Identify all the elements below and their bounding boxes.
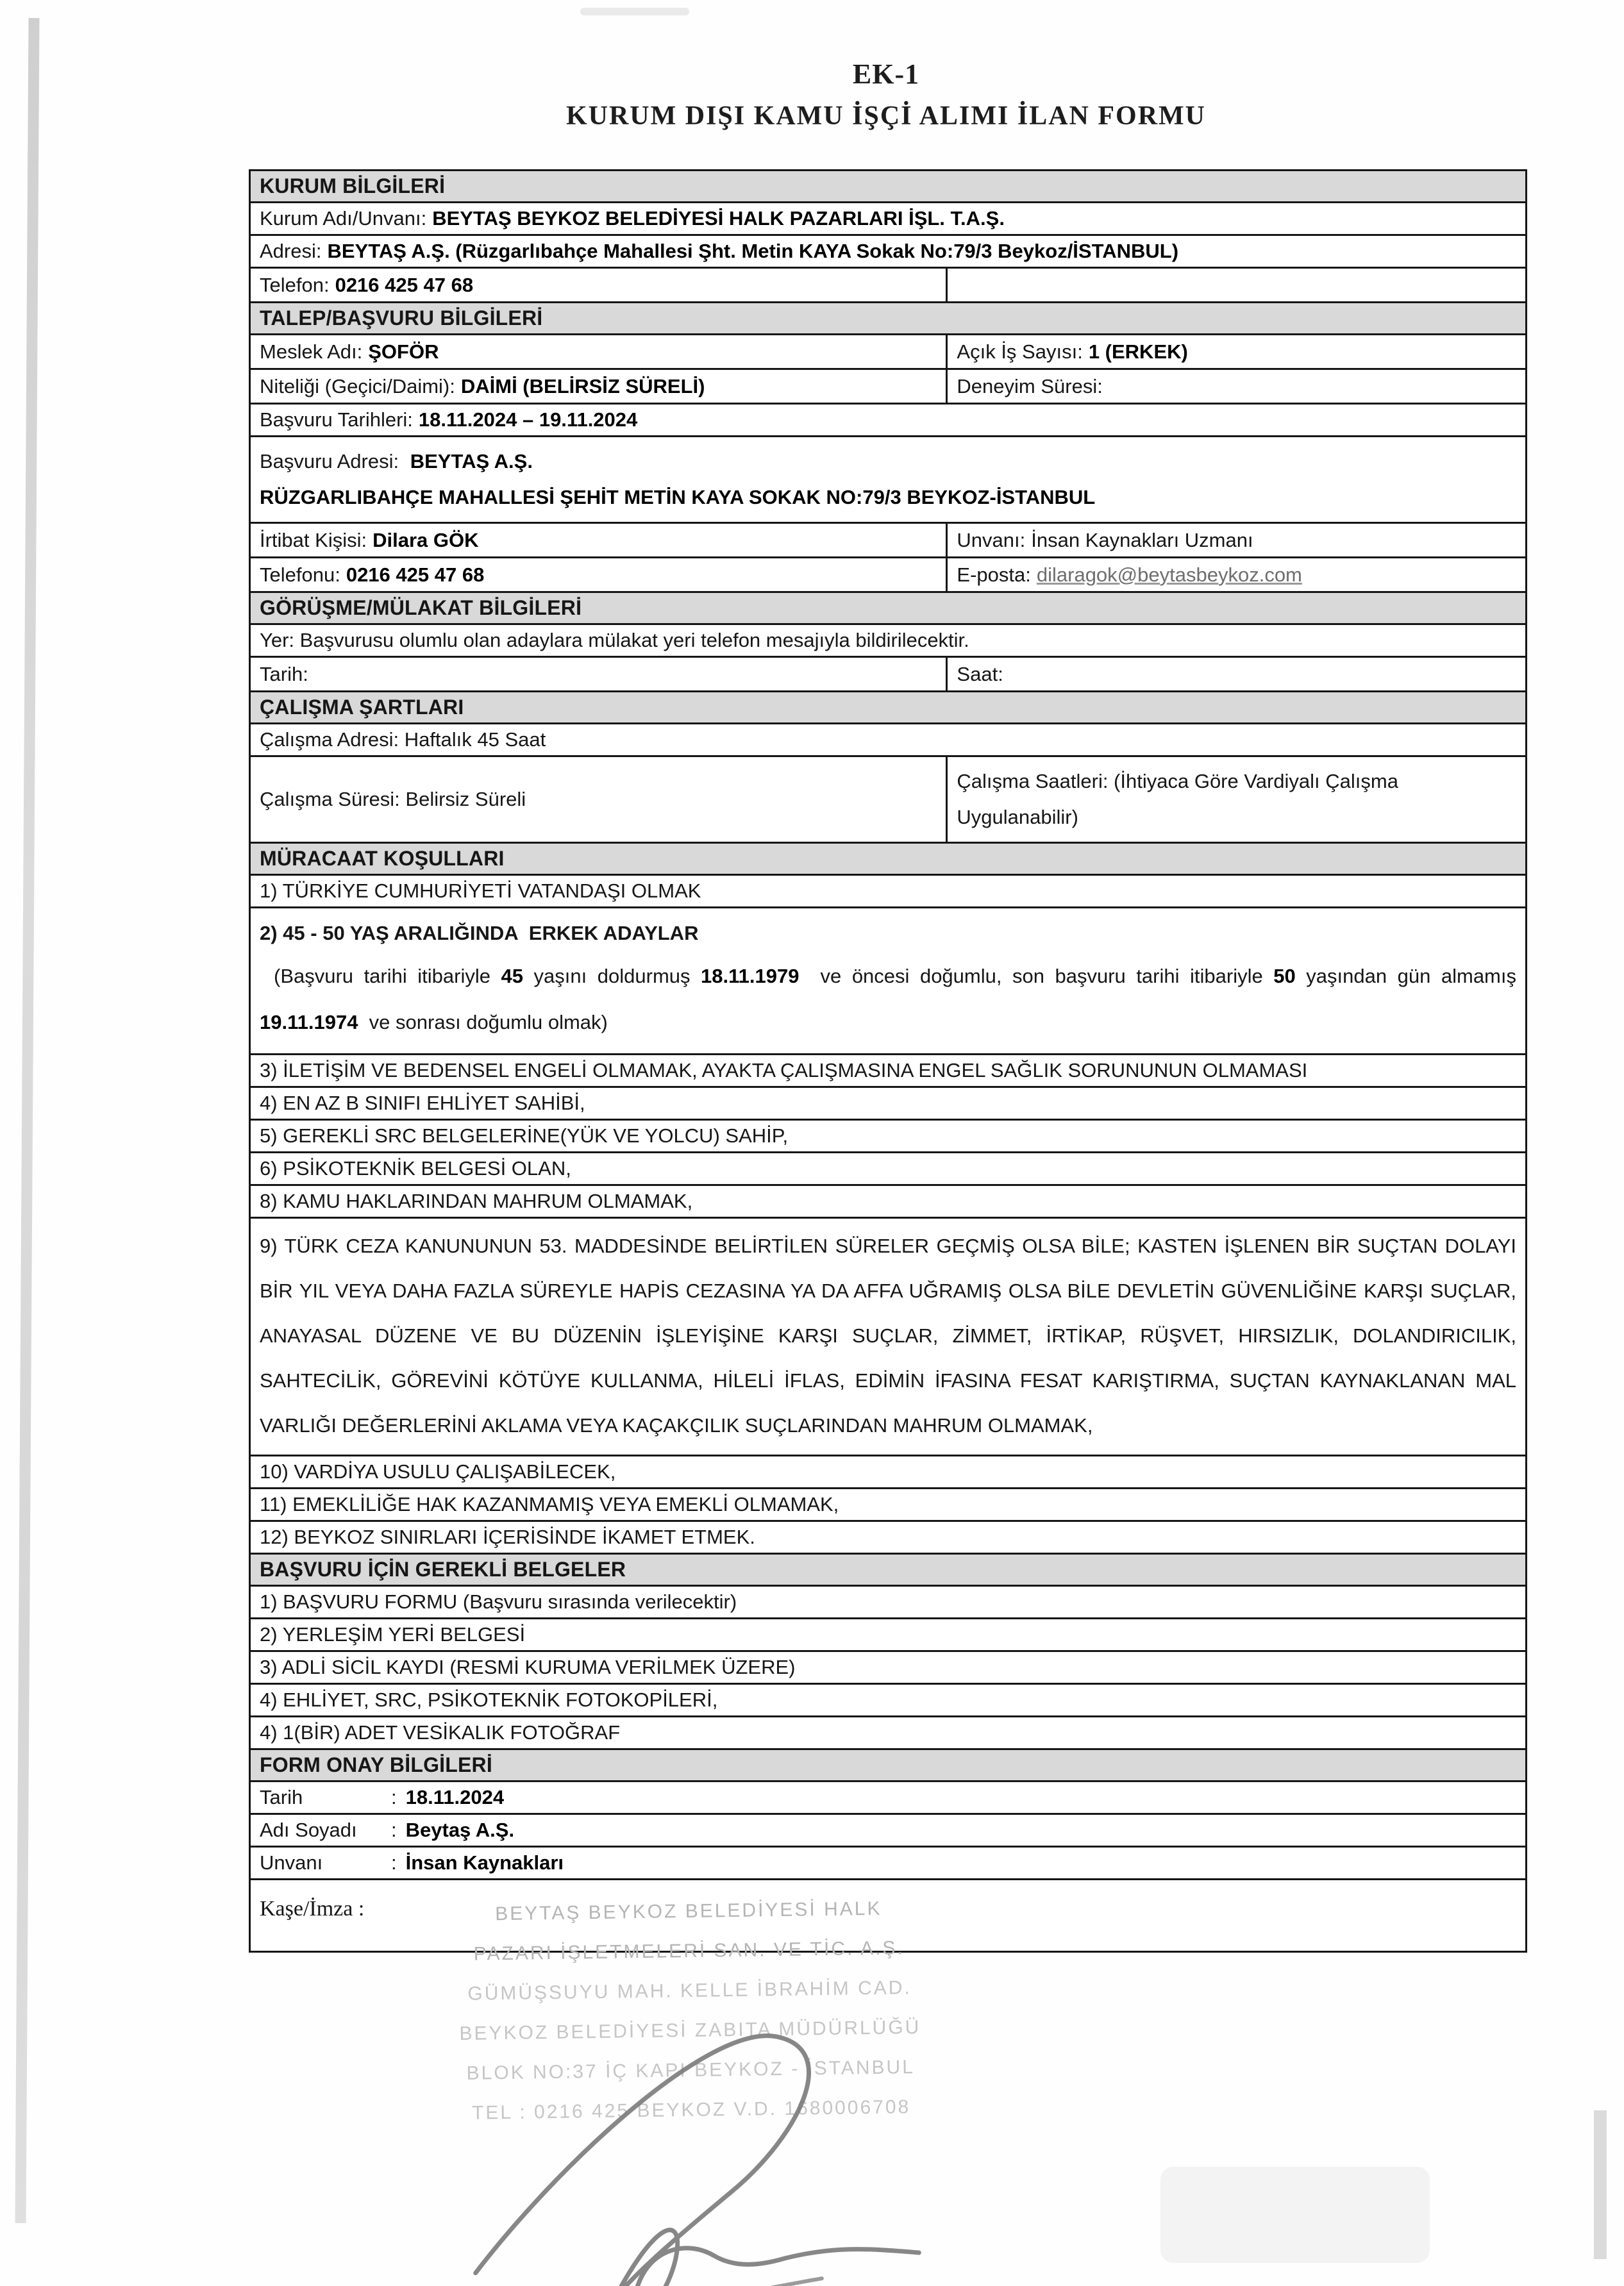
field-value: BEYTAŞ A.Ş. — [410, 450, 533, 472]
detail-segment: yaşından gün almamış — [1295, 965, 1522, 987]
section-header-kurum-bilgileri — [251, 171, 1525, 203]
field-label: Unvanı: — [957, 528, 1026, 551]
condition-item-9 — [251, 1219, 1525, 1456]
detail-segment: (Başvuru tarihi itibariyle — [274, 965, 501, 987]
field-value: 0216 425 47 68 — [335, 273, 474, 296]
item-text: 9) TÜRK CEZA KANUNUNUN 53. MADDESİNDE BELİRTİLEN SÜRELER GEÇMİŞ OLSA BİLE; KASTEN İŞLENEN BİR SUÇTAN DOLAYI BİR YIL VEYA DAHA FAZLA SÜREYLE HAPİS CEZASINA YA DA AFFA UĞRAMIŞ OLSA BİLE DEVLETİN GÜVENLİĞİNE KARŞI SUÇLAR, ANAYASAL DÜZENE VE BU DÜZENİN İŞLEYİŞİNE KARŞI SUÇLAR, ZİMMET, İRTİKAP, RÜŞVET, HIRSIZLIK, DOLANDIRICILIK, SAHTECİLİK, GÖREVİNİ KÖTÜYE KULLANMA, HİLELİ İFLAS, EDİMİN İFASINA FESAT KARIŞTIRMA, SUÇTAN KAYNAKLANAN MAL VARLIĞI DEĞERLERİNİ AKLAMA VEYA KAÇAKÇILIK SUÇLARINDAN MAHRUM OLMAMAK, — [260, 1235, 1516, 1437]
item-text: 6) PSİKOTEKNİK BELGESİ OLAN, — [260, 1157, 571, 1180]
field-label: Adı Soyadı — [260, 1819, 357, 1841]
basvuru-adresi-line1 — [260, 444, 1516, 480]
section-header-gerekli-belgeler — [251, 1555, 1525, 1587]
cell-acik-is-sayisi — [948, 335, 1525, 368]
stamp-line: BLOK NO:37 İÇ KAPI BEYKOZ - İSTANBUL — [466, 2057, 916, 2084]
item-text: 4) EN AZ B SINIFI EHLİYET SAHİBİ, — [260, 1092, 585, 1114]
colon-separator: : — [391, 1851, 397, 1874]
field-label: İrtibat Kişisi: — [260, 528, 367, 551]
stamp-line: TEL : 0216 425 BEYKOZ V.D. 1680006708 — [471, 2096, 911, 2124]
colon-separator: : — [391, 1819, 397, 1841]
item-text: 3) ADLİ SİCİL KAYDI (RESMİ KURUMA VERİLMEK ÜZERE) — [260, 1656, 796, 1678]
scan-artifact-smudge — [580, 8, 689, 15]
field-label: Meslek Adı: — [260, 340, 363, 363]
stamp-line: PAZARI İŞLETMELERİ SAN. VE TİC. A.Ş. — [473, 1937, 905, 1965]
row-yer — [251, 625, 1525, 658]
cell-telefon — [251, 269, 948, 301]
document-item-1 — [251, 1587, 1525, 1619]
item-text: 1) TÜRKİYE CUMHURİYETİ VATANDAŞI OLMAK — [260, 880, 701, 902]
field-value: İnsan Kaynakları — [405, 1851, 564, 1874]
annex-number: EK-1 — [852, 58, 920, 90]
field-value: 18.11.2024 — [405, 1786, 505, 1808]
field-label: Niteliği (Geçici/Daimi): — [260, 374, 455, 397]
cell-empty — [948, 269, 1525, 301]
cell-saat — [948, 658, 1525, 690]
page-title: KURUM DIŞI KAMU İŞÇİ ALIMI İLAN FORMU — [565, 101, 1207, 131]
item-text: 4) 1(BİR) ADET VESİKALIK FOTOĞRAF — [260, 1721, 621, 1744]
field-text: Çalışma Süresi: Belirsiz Süreli — [260, 788, 526, 810]
item-text: 5) GEREKLİ SRC BELGELERİNE(YÜK VE YOLCU) SAHİP, — [260, 1124, 789, 1147]
cell-calisma-suresi — [251, 757, 948, 842]
cell-telefonu — [251, 558, 948, 591]
row-irtibat-unvan — [251, 524, 1525, 558]
section-header-muracaat-kosullari — [251, 844, 1525, 876]
row-telefon — [251, 269, 1525, 303]
row-onay-unvani — [251, 1848, 1525, 1880]
section-header-calisma-sartlari — [251, 692, 1525, 724]
condition-item-8 — [251, 1186, 1525, 1219]
field-label: Kurum Adı/Unvanı: — [260, 207, 427, 229]
section-header-gorusme-mulakat — [251, 593, 1525, 625]
section-header-form-onay — [251, 1750, 1525, 1782]
row-calisma-adresi — [251, 724, 1525, 757]
field-value: İnsan Kaynakları Uzmanı — [1031, 528, 1253, 551]
scan-artifact-right-edge — [1594, 2110, 1607, 2259]
cell-meslek-adi — [251, 335, 948, 368]
item-title: 2) 45 - 50 YAŞ ARALIĞINDA ERKEK ADAYLAR — [260, 922, 699, 944]
field-label: Saat: — [957, 662, 1003, 685]
field-label: Tarih — [260, 1786, 303, 1808]
item-text: 2) YERLEŞİM YERİ BELGESİ — [260, 1623, 526, 1646]
condition-item-3 — [251, 1055, 1525, 1088]
row-nitelik-deneyim — [251, 370, 1525, 405]
field-text: Çalışma Saatleri: (İhtiyaca Göre Vardiyalı Çalışma Uygulanabilir) — [957, 770, 1398, 828]
stamp-line: GÜMÜŞSUYU MAH. KELLE İBRAHİM CAD. — [467, 1977, 912, 2005]
condition-item-12 — [251, 1522, 1525, 1555]
field-value: 18.11.2024 – 19.11.2024 — [418, 408, 638, 431]
cell-unvani — [948, 524, 1525, 556]
detail-segment-bold: 18.11.1979 — [701, 965, 799, 987]
section-title: ÇALIŞMA ŞARTLARI — [260, 696, 464, 719]
section-title: GÖRÜŞME/MÜLAKAT BİLGİLERİ — [260, 596, 582, 619]
section-title: FORM ONAY BİLGİLERİ — [260, 1753, 492, 1776]
condition-item-2 — [251, 908, 1525, 1055]
condition-item-10 — [251, 1456, 1525, 1489]
field-label: Telefonu: — [260, 563, 340, 586]
field-label: E-posta: — [957, 563, 1031, 586]
row-basvuru-adresi — [251, 437, 1525, 524]
field-value: ŞOFÖR — [368, 340, 439, 363]
cell-deneyim-suresi — [948, 370, 1525, 403]
condition-item-5 — [251, 1121, 1525, 1153]
scan-artifact-smudge — [1160, 2167, 1430, 2263]
row-meslek-acik-is — [251, 335, 1525, 370]
field-value: BEYTAŞ BEYKOZ BELEDİYESİ HALK PAZARLARI İŞL. T.A.Ş. — [432, 207, 1005, 229]
item-detail — [260, 953, 1522, 1046]
document-item-5 — [251, 1717, 1525, 1750]
field-label: Kaşe/İmza : — [260, 1897, 365, 1921]
row-tarih-saat — [251, 658, 1525, 692]
detail-segment: ve öncesi doğumlu, son başvuru tarihi itibariyle — [799, 965, 1274, 987]
condition-item-6 — [251, 1153, 1525, 1186]
field-value: 0216 425 47 68 — [346, 563, 485, 586]
document-item-2 — [251, 1619, 1525, 1652]
cell-niteligi — [251, 370, 948, 403]
email-link[interactable]: dilaragok@beytasbeykoz.com — [1036, 563, 1302, 586]
section-title: MÜRACAAT KOŞULLARI — [260, 847, 505, 870]
detail-segment: ve sonrası doğumlu olmak) — [358, 1011, 608, 1033]
signature-stroke — [433, 1965, 951, 2286]
stamp-line: BEYTAŞ BEYKOZ BELEDİYESİ HALK — [494, 1898, 882, 1925]
field-value: Beytaş A.Ş. — [405, 1819, 515, 1841]
section-title: TALEP/BAŞVURU BİLGİLERİ — [260, 306, 543, 330]
cell-calisma-saatleri — [948, 757, 1525, 842]
detail-segment-bold: 19.11.1974 — [260, 1011, 358, 1033]
condition-item-1 — [251, 876, 1525, 908]
scan-artifact-left-edge — [15, 18, 39, 2223]
field-label: Unvanı — [260, 1851, 323, 1874]
field-label: Başvuru Tarihleri: — [260, 408, 413, 431]
company-stamp — [380, 1887, 999, 2134]
item-text: 1) BAŞVURU FORMU (Başvuru sırasında verilecektir) — [260, 1590, 737, 1613]
cell-irtibat-kisisi — [251, 524, 948, 556]
colon-separator: : — [391, 1786, 397, 1808]
detail-segment-bold: 50 — [1273, 965, 1296, 987]
stamp-line: BEYKOZ BELEDİYESİ ZABITA MÜDÜRLÜĞÜ — [459, 2016, 921, 2045]
field-value: DAİMİ (BELİRSİZ SÜRELİ) — [460, 374, 705, 397]
item-text: 4) EHLİYET, SRC, PSİKOTEKNİK FOTOKOPİLERİ, — [260, 1689, 718, 1711]
form-table — [249, 169, 1527, 2124]
field-label: Açık İş Sayısı: — [957, 340, 1083, 363]
condition-item-4 — [251, 1088, 1525, 1121]
row-basvuru-tarihleri — [251, 405, 1525, 437]
basvuru-adresi-line2: RÜZGARLIBAHÇE MAHALLESİ ŞEHİT METİN KAYA SOKAK NO:79/3 BEYKOZ-İSTANBUL — [260, 486, 1096, 508]
row-onay-tarih — [251, 1782, 1525, 1815]
cell-tarih — [251, 658, 948, 690]
cell-eposta — [948, 558, 1525, 591]
detail-segment: yaşını doldurmuş — [523, 965, 701, 987]
item-text: 3) İLETİŞİM VE BEDENSEL ENGELİ OLMAMAK, AYAKTA ÇALIŞMASINA ENGEL SAĞLIK SORUNUNUN OLMAMASI — [260, 1059, 1308, 1081]
row-adresi — [251, 236, 1525, 269]
row-kase-imza — [251, 1880, 1525, 2124]
document-item-4 — [251, 1685, 1525, 1717]
row-calisma-suresi-saatleri — [251, 757, 1525, 844]
field-text: Yer: Başvurusu olumlu olan adaylara mülakat yeri telefon mesajıyla bildirilecektir. — [260, 629, 969, 651]
document-item-3 — [251, 1652, 1525, 1685]
document-header — [249, 58, 1523, 131]
section-title: BAŞVURU İÇİN GEREKLİ BELGELER — [260, 1558, 626, 1581]
item-text: 10) VARDİYA USULU ÇALIŞABİLECEK, — [260, 1460, 616, 1483]
field-label: Tarih: — [260, 662, 308, 685]
item-text: 12) BEYKOZ SINIRLARI İÇERİSİNDE İKAMET ETMEK. — [260, 1526, 755, 1548]
field-label: Başvuru Adresi: — [260, 450, 399, 472]
field-label: Telefon: — [260, 273, 330, 296]
item-text: 8) KAMU HAKLARINDAN MAHRUM OLMAMAK, — [260, 1190, 693, 1212]
condition-item-11 — [251, 1489, 1525, 1522]
row-onay-adi-soyadi — [251, 1815, 1525, 1848]
detail-segment-bold: 45 — [501, 965, 524, 987]
field-value: 1 (ERKEK) — [1088, 340, 1188, 363]
field-value: BEYTAŞ A.Ş. (Rüzgarlıbahçe Mahallesi Şht. Metin KAYA Sokak No:79/3 Beykoz/İSTANBUL) — [327, 240, 1179, 262]
item-text: 11) EMEKLİLİĞE HAK KAZANMAMIŞ VEYA EMEKLİ OLMAMAK, — [260, 1493, 839, 1515]
field-text: Çalışma Adresi: Haftalık 45 Saat — [260, 728, 546, 751]
field-value: Dilara GÖK — [373, 528, 479, 551]
section-title: KURUM BİLGİLERİ — [260, 174, 446, 197]
field-label: Deneyim Süresi: — [957, 374, 1103, 397]
section-header-talep-basvuru — [251, 303, 1525, 335]
row-kurum-adi — [251, 203, 1525, 236]
row-telefonu-eposta — [251, 558, 1525, 593]
field-label: Adresi: — [260, 240, 322, 262]
